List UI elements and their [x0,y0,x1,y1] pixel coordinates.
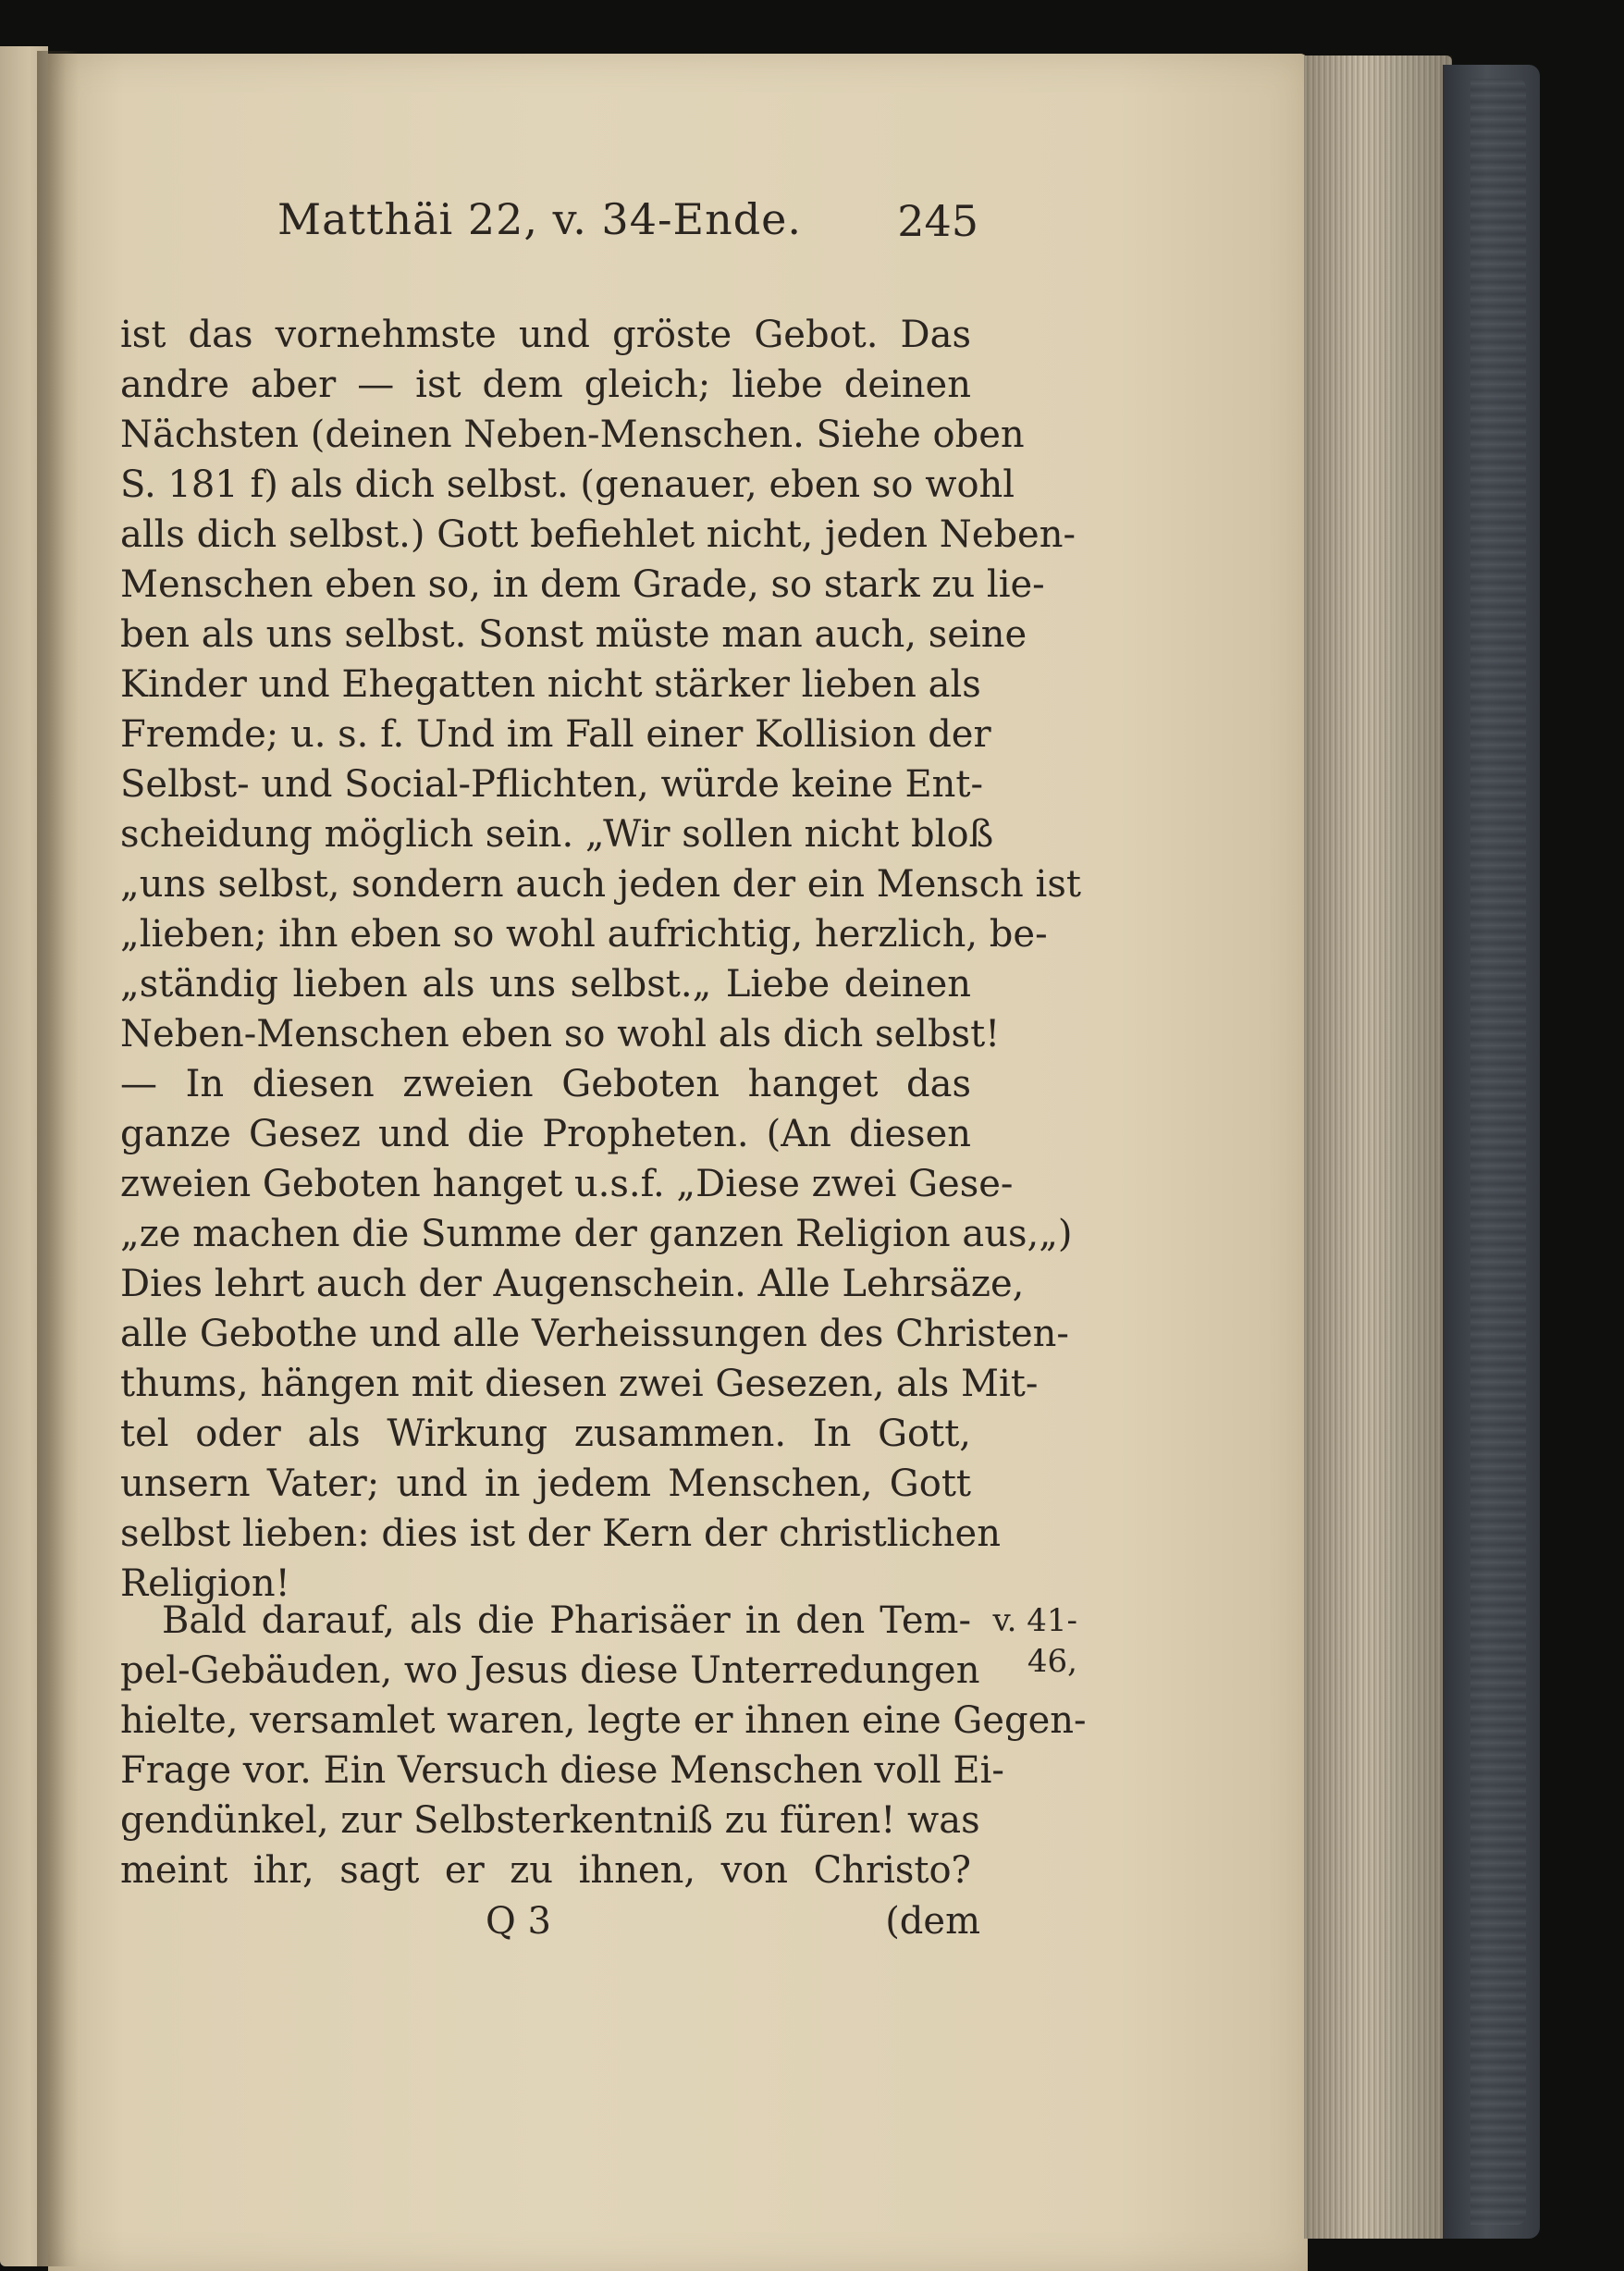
text-line: S. 181 f) als dich selbst. (genauer, eben so wohl [120,463,1015,506]
text-line: Religion! [120,1562,290,1605]
running-title: Matthäi 22, v. 34-Ende. [277,194,803,244]
text-line: Menschen eben so, in dem Grade, so stark zu lie- [120,563,1045,606]
text-line: „ständig lieben als uns selbst.„ Liebe deinen [120,963,971,1006]
text-line: Dies lehrt auch der Augenschein. Alle Lehrsäze, [120,1263,1025,1305]
text-line: Kinder und Ehegatten nicht stärker lieben als [120,663,981,706]
text-line: alle Gebothe und alle Verheissungen des Christen- [120,1313,1069,1355]
main-paragraph [120,310,1081,1609]
text-line: Fremde; u. s. f. Und im Fall einer Kollision der [120,713,991,756]
text-line: zweien Geboten hanget u.s.f. „Diese zwei Gese- [120,1163,1014,1205]
page-number: 245 [897,196,978,246]
text-line: gendünkel, zur Selbsterkentniß zu füren! was [120,1799,980,1842]
text-line: ben als uns selbst. Sonst müste man auch, seine [120,613,1027,656]
text-line: Bald darauf, als die Pharisäer in den Tem- [162,1599,971,1642]
text-line: andre aber — ist dem gleich; liebe deinen [120,364,971,406]
cover-texture [1470,79,1526,2225]
text-line: „uns selbst, sondern auch jeden der ein Mensch ist [120,863,1081,906]
text-line: meint ihr, sagt er zu ihnen, von Christo? [120,1849,971,1892]
text-line: „lieben; ihn eben so wohl aufrichtig, herzlich, be- [120,913,1048,956]
text-line: „ze machen die Summe der ganzen Religion aus,„) [120,1213,1073,1255]
verse-margin-note [976,1600,1077,1682]
text-line: — In diesen zweien Geboten hanget das [120,1063,971,1105]
text-line: scheidung möglich sein. „Wir sollen nicht bloß [120,813,994,856]
text-line: unsern Vater; und in jedem Menschen, Gott [120,1463,971,1505]
text-line: ganze Gesez und die Propheten. (An diesen [120,1113,971,1155]
text-line: ist das vornehmste und gröste Gebot. Das [120,314,971,356]
text-line: Selbst- und Social-Pflichten, würde keine Ent- [120,763,983,806]
margin-note-line: v. 41- [992,1602,1077,1639]
margin-note-line: 46, [1027,1643,1077,1680]
page-block-shade [1304,56,1452,2239]
text-line: Neben-Menschen eben so wohl als dich selbst! [120,1013,1001,1055]
catchword: (dem [885,1900,980,1943]
text-line: hielte, versamlet waren, legte er ihnen eine Gegen- [120,1699,1087,1742]
text-line: pel-Gebäuden, wo Jesus diese Unterredungen [120,1649,980,1692]
signature-mark: Q 3 [486,1900,551,1943]
text-line: selbst lieben: dies ist der Kern der christlichen [120,1512,1001,1555]
text-line: Frage vor. Ein Versuch diese Menschen voll Ei- [120,1749,1004,1792]
text-line: Nächsten (deinen Neben-Menschen. Siehe oben [120,413,1025,456]
gutter-shadow [37,51,79,2266]
text-line: thums, hängen mit diesen zwei Gesezen, als Mit- [120,1363,1039,1405]
text-line: alls dich selbst.) Gott befiehlet nicht, jeden Neben- [120,513,1077,556]
text-line: tel oder als Wirkung zusammen. In Gott, [120,1413,971,1455]
